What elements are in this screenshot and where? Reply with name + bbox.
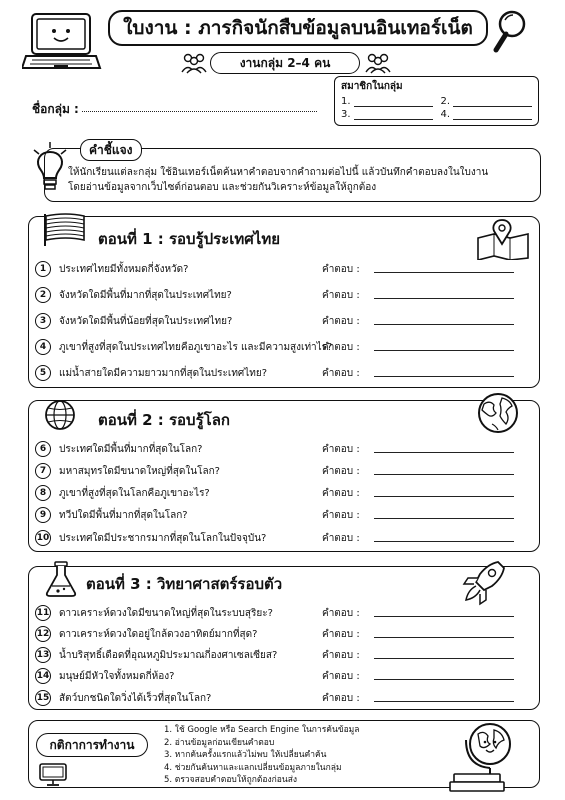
answer-label: คำตอบ : — [322, 607, 360, 619]
answer-field[interactable] — [374, 350, 514, 351]
question-row — [29, 688, 539, 708]
rule-item: 3. หากค้นครั้งแรกแล้วไม่พบ ให้เปลี่ยนคำค้น — [164, 750, 327, 761]
question-number: 13 — [35, 647, 51, 663]
question-number: 10 — [35, 530, 51, 546]
question-row — [29, 505, 539, 525]
section-1-title: ตอนที่ 1 : รอบรู้ประเทศไทย — [98, 230, 281, 248]
rules-title-text: กติกาการทำงาน — [49, 737, 135, 752]
member-field-2[interactable] — [441, 96, 533, 107]
answer-label: คำตอบ : — [322, 670, 360, 682]
question-row — [29, 645, 539, 665]
group-name-field[interactable] — [82, 111, 317, 112]
question-text: ประเทศใดมีพื้นที่มากที่สุดในโลก? — [59, 443, 203, 455]
question-row — [29, 666, 539, 686]
rule-item: 4. ช่วยกันค้นหาและแลกเปลี่ยนข้อมูลภายในกลุ่ม — [164, 762, 342, 773]
rule-item: 2. อ่านข้อมูลก่อนเขียนคำตอบ — [164, 737, 275, 748]
question-text: ภูเขาที่สูงที่สุดในโลกคือภูเขาอะไร? — [59, 487, 210, 499]
question-row — [29, 528, 539, 548]
question-number: 1 — [35, 261, 51, 277]
answer-field[interactable] — [374, 679, 514, 680]
flask-icon — [44, 560, 78, 598]
question-number: 3 — [35, 313, 51, 329]
rule-item: 1. ใช้ Google หรือ Search Engine ในการค้นข้อมูล — [164, 725, 360, 735]
question-text: จังหวัดใดมีพื้นที่มากที่สุดในประเทศไทย? — [59, 289, 232, 301]
answer-label: คำตอบ : — [322, 628, 360, 640]
rules-title — [36, 733, 148, 757]
instructions-title-text: คำชี้แจง — [89, 142, 133, 157]
instructions-text — [68, 165, 534, 195]
monitor-icon — [38, 762, 68, 788]
question-text: มหาสมุทรใดมีขนาดใหญ่ที่สุดในโลก? — [59, 465, 220, 477]
group-size-text: งานกลุ่ม 2–4 คน — [239, 55, 331, 70]
answer-label: คำตอบ : — [322, 509, 360, 521]
answer-field[interactable] — [374, 452, 514, 453]
member-field-3[interactable] — [341, 109, 433, 120]
member-field-1[interactable] — [341, 96, 433, 107]
question-text: ดาวเคราะห์ดวงใดมีขนาดใหญ่ที่สุดในระบบสุริยะ? — [59, 607, 273, 619]
group-size-badge — [210, 52, 360, 74]
question-row — [29, 483, 539, 503]
earth-icon — [474, 390, 522, 436]
question-number: 15 — [35, 690, 51, 706]
answer-field[interactable] — [374, 658, 514, 659]
section-3-title: ตอนที่ 3 : วิทยาศาสตร์รอบตัว — [86, 575, 283, 593]
answer-field[interactable] — [374, 637, 514, 638]
question-row — [29, 311, 539, 331]
question-number: 4 — [35, 339, 51, 355]
question-row — [29, 285, 539, 305]
question-number: 5 — [35, 365, 51, 381]
answer-label: คำตอบ : — [322, 443, 360, 455]
question-row — [29, 461, 539, 481]
question-text: ประเทศใดมีประชากรมากที่สุดในโลกในปัจจุบัน? — [59, 532, 267, 544]
instructions-line-2: โดยอ่านข้อมูลจากเว็บไซต์ก่อนตอบ และช่วยกันวิเคราะห์ข้อมูลให้ถูกต้อง — [68, 182, 377, 193]
map-pin-icon — [474, 218, 532, 260]
rocket-icon — [458, 556, 510, 606]
member-number: 4. — [440, 109, 451, 120]
question-row — [29, 603, 539, 623]
question-text: มนุษย์มีหัวใจทั้งหมดกี่ห้อง? — [59, 670, 175, 682]
member-number: 3. — [341, 109, 351, 120]
answer-label: คำตอบ : — [322, 532, 360, 544]
question-text: ภูเขาที่สูงที่สุดในประเทศไทยคือภูเขาอะไร และมีความสูงเท่าไร? — [59, 341, 333, 353]
people-icon-right — [364, 52, 392, 74]
answer-field[interactable] — [374, 272, 514, 273]
question-text: สัตว์บกชนิดใดวิ่งได้เร็วที่สุดในโลก? — [59, 692, 212, 704]
member-number: 2. — [440, 96, 451, 107]
answer-label: คำตอบ : — [322, 289, 360, 301]
question-number: 14 — [35, 668, 51, 684]
answer-label: คำตอบ : — [322, 315, 360, 327]
answer-field[interactable] — [374, 376, 514, 377]
globe-and-books-icon — [448, 718, 528, 794]
worksheet-title — [108, 10, 488, 46]
members-box — [334, 76, 539, 126]
instructions-line-1: ให้นักเรียนแต่ละกลุ่ม ใช้อินเทอร์เน็ตค้นหาคำตอบจากคำถามต่อไปนี้ แล้วบันทึกคำตอบลงในใบงาน — [68, 167, 489, 178]
globe-grid-icon — [42, 398, 78, 432]
member-number: 1. — [341, 96, 351, 107]
question-number: 11 — [35, 605, 51, 621]
instructions-title — [80, 139, 142, 161]
group-name-label: ชื่อกลุ่ม : — [32, 102, 79, 116]
answer-field[interactable] — [374, 496, 514, 497]
question-number: 8 — [35, 485, 51, 501]
question-row — [29, 337, 539, 357]
question-row — [29, 259, 539, 279]
answer-label: คำตอบ : — [322, 692, 360, 704]
thai-flag-icon — [42, 212, 86, 248]
question-row — [29, 439, 539, 459]
member-field-4[interactable] — [441, 109, 533, 120]
laptop-icon — [22, 10, 102, 76]
answer-field[interactable] — [374, 324, 514, 325]
answer-label: คำตอบ : — [322, 263, 360, 275]
members-title: สมาชิกในกลุ่ม — [341, 81, 403, 92]
question-number: 9 — [35, 507, 51, 523]
answer-field[interactable] — [374, 518, 514, 519]
rules-list — [164, 724, 360, 787]
question-number: 12 — [35, 626, 51, 642]
question-text: น้ำบริสุทธิ์เดือดที่อุณหภูมิประมาณกี่องศาเซลเซียส? — [59, 649, 278, 661]
answer-label: คำตอบ : — [322, 367, 360, 379]
answer-label: คำตอบ : — [322, 341, 360, 353]
worksheet-title-text: ใบงาน : ภารกิจนักสืบข้อมูลบนอินเทอร์เน็ต — [123, 17, 473, 39]
section-2-title: ตอนที่ 2 : รอบรู้โลก — [98, 411, 230, 429]
question-row — [29, 363, 539, 383]
people-icon-left — [180, 52, 208, 74]
question-number: 7 — [35, 463, 51, 479]
rule-item: 5. ตรวจสอบคำตอบให้ถูกต้องก่อนส่ง — [164, 775, 298, 786]
answer-field[interactable] — [374, 541, 514, 542]
question-row — [29, 624, 539, 644]
question-text: ประเทศไทยมีทั้งหมดกี่จังหวัด? — [59, 263, 189, 275]
answer-label: คำตอบ : — [322, 487, 360, 499]
question-number: 6 — [35, 441, 51, 457]
question-text: แม่น้ำสายใดมีความยาวมากที่สุดในประเทศไทย? — [59, 367, 268, 379]
question-text: จังหวัดใดมีพื้นที่น้อยที่สุดในประเทศไทย? — [59, 315, 233, 327]
question-number: 2 — [35, 287, 51, 303]
answer-field[interactable] — [374, 298, 514, 299]
answer-label: คำตอบ : — [322, 465, 360, 477]
question-text: ดาวเคราะห์ดวงใดอยู่ใกล้ดวงอาทิตย์มากที่สุด? — [59, 628, 258, 640]
answer-label: คำตอบ : — [322, 649, 360, 661]
answer-field[interactable] — [374, 474, 514, 475]
magnifier-icon — [492, 8, 532, 58]
question-text: ทวีปใดมีพื้นที่มากที่สุดในโลก? — [59, 509, 188, 521]
answer-field[interactable] — [374, 616, 514, 617]
answer-field[interactable] — [374, 701, 514, 702]
